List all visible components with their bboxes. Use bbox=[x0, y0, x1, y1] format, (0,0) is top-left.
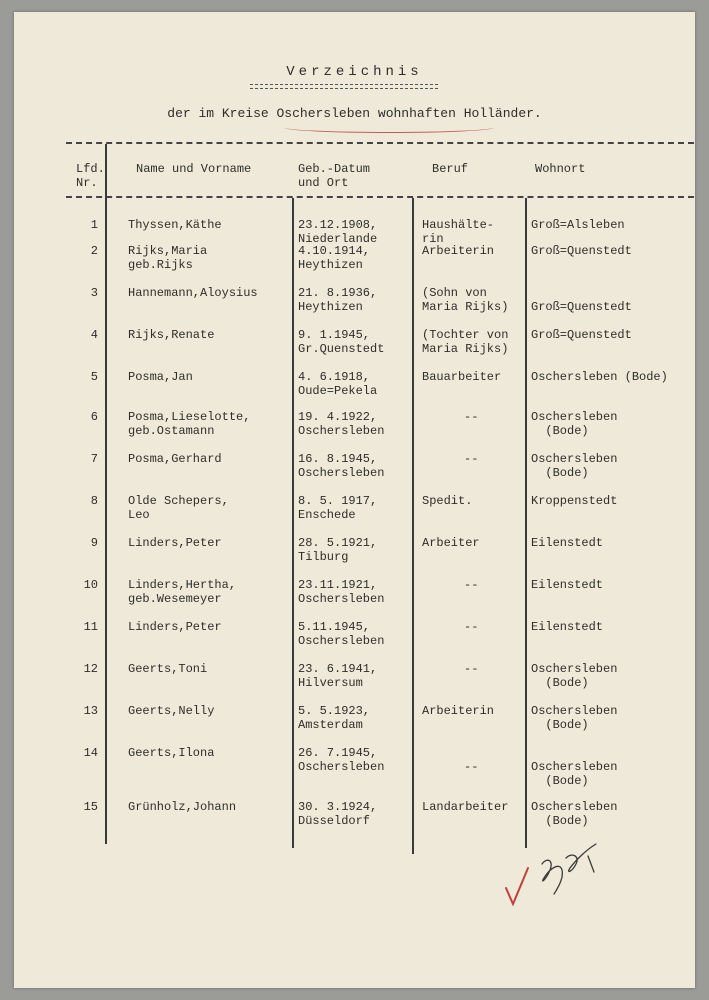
cell-beruf: -- bbox=[464, 452, 479, 466]
cell-wohnort: Eilenstedt bbox=[531, 578, 604, 592]
cell-wohnort: Oschersleben (Bode) bbox=[531, 800, 618, 828]
cell-wohnort: Oschersleben (Bode) bbox=[531, 370, 668, 384]
cell-beruf: Arbeiterin bbox=[422, 244, 495, 258]
cell-name: Rijks,Renate bbox=[128, 328, 215, 342]
cell-name: Geerts,Nelly bbox=[128, 704, 215, 718]
handwritten-marks bbox=[14, 12, 695, 988]
cell-geb: 23.11.1921, Oschersleben bbox=[298, 578, 385, 606]
cell-nr: 3 bbox=[90, 286, 98, 300]
cell-geb: 23. 6.1941, Hilversum bbox=[298, 662, 378, 690]
cell-nr: 5 bbox=[90, 370, 98, 384]
cell-name: Rijks,Maria geb.Rijks bbox=[128, 244, 208, 272]
cell-nr: 1 bbox=[90, 218, 98, 232]
cell-beruf: (Tochter von Maria Rijks) bbox=[422, 328, 509, 356]
cell-name: Linders,Peter bbox=[128, 620, 222, 634]
cell-name: Linders,Peter bbox=[128, 536, 222, 550]
cell-name: Linders,Hertha, geb.Wesemeyer bbox=[128, 578, 237, 606]
cell-name: Olde Schepers, Leo bbox=[128, 494, 229, 522]
cell-nr: 10 bbox=[83, 578, 98, 592]
signature-initials bbox=[542, 844, 596, 894]
cell-geb: 8. 5. 1917, Enschede bbox=[298, 494, 378, 522]
cell-beruf: Landarbeiter bbox=[422, 800, 509, 814]
cell-geb: 28. 5.1921, Tilburg bbox=[298, 536, 378, 564]
cell-geb: 5.11.1945, Oschersleben bbox=[298, 620, 385, 648]
cell-beruf: (Sohn von Maria Rijks) bbox=[422, 286, 509, 314]
cell-geb: 9. 1.1945, Gr.Quenstedt bbox=[298, 328, 385, 356]
cell-geb: 4.10.1914, Heythizen bbox=[298, 244, 371, 272]
cell-beruf: Haushälte- rin bbox=[422, 218, 495, 246]
document-page bbox=[14, 12, 695, 988]
cell-wohnort: Oschersleben (Bode) bbox=[531, 410, 618, 438]
header-geb: Geb.-Datum und Ort bbox=[298, 162, 371, 190]
cell-name: Hannemann,Aloysius bbox=[128, 286, 258, 300]
cell-beruf: -- bbox=[464, 410, 479, 424]
cell-wohnort: Groß=Quenstedt bbox=[531, 300, 632, 314]
cell-beruf: -- bbox=[464, 578, 479, 592]
cell-beruf: Spedit. bbox=[422, 494, 473, 508]
cell-geb: 16. 8.1945, Oschersleben bbox=[298, 452, 385, 480]
cell-wohnort: Oschersleben (Bode) bbox=[531, 452, 618, 480]
cell-nr: 9 bbox=[90, 536, 98, 550]
cell-nr: 6 bbox=[90, 410, 98, 424]
cell-geb: 4. 6.1918, Oude=Pekela bbox=[298, 370, 378, 398]
header-wohnort: Wohnort bbox=[535, 162, 586, 176]
cell-name: Geerts,Ilona bbox=[128, 746, 215, 760]
cell-name: Thyssen,Käthe bbox=[128, 218, 222, 232]
cell-geb: 5. 5.1923, Amsterdam bbox=[298, 704, 371, 732]
cell-name: Posma,Jan bbox=[128, 370, 193, 384]
cell-nr: 13 bbox=[83, 704, 98, 718]
cell-nr: 2 bbox=[90, 244, 98, 258]
cell-wohnort: Eilenstedt bbox=[531, 620, 604, 634]
cell-name: Grünholz,Johann bbox=[128, 800, 237, 814]
header-name: Name und Vorname bbox=[136, 162, 252, 176]
cell-geb: 26. 7.1945, Oschersleben bbox=[298, 746, 385, 774]
cell-beruf: -- bbox=[464, 662, 479, 676]
cell-beruf: -- bbox=[464, 620, 479, 634]
cell-beruf: Arbeiterin bbox=[422, 704, 495, 718]
cell-beruf: Bauarbeiter bbox=[422, 370, 502, 384]
header-beruf: Beruf bbox=[432, 162, 469, 176]
cell-name: Geerts,Toni bbox=[128, 662, 208, 676]
cell-wohnort: Groß=Quenstedt bbox=[531, 328, 632, 342]
document-title: Verzeichnis bbox=[286, 64, 423, 80]
cell-wohnort: Oschersleben (Bode) bbox=[531, 662, 618, 690]
cell-beruf: -- bbox=[464, 760, 479, 774]
cell-nr: 11 bbox=[83, 620, 98, 634]
cell-wohnort: Oschersleben (Bode) bbox=[531, 760, 618, 788]
cell-nr: 4 bbox=[90, 328, 98, 342]
cell-geb: 30. 3.1924, Düsseldorf bbox=[298, 800, 378, 828]
cell-nr: 7 bbox=[90, 452, 98, 466]
cell-name: Posma,Lieselotte, geb.Ostamann bbox=[128, 410, 251, 438]
cell-name: Posma,Gerhard bbox=[128, 452, 222, 466]
cell-nr: 15 bbox=[83, 800, 98, 814]
cell-geb: 21. 8.1936, Heythizen bbox=[298, 286, 378, 314]
cell-wohnort: Eilenstedt bbox=[531, 536, 604, 550]
cell-nr: 14 bbox=[83, 746, 98, 760]
document-subtitle: der im Kreise Oschersleben wohnhaften Holländer. bbox=[167, 106, 542, 121]
cell-nr: 12 bbox=[83, 662, 98, 676]
cell-wohnort: Kroppenstedt bbox=[531, 494, 618, 508]
header-nr: Lfd. Nr. bbox=[76, 162, 105, 190]
cell-geb: 23.12.1908, Niederlande bbox=[298, 218, 378, 246]
cell-wohnort: Groß=Alsleben bbox=[531, 218, 625, 232]
cell-wohnort: Groß=Quenstedt bbox=[531, 244, 632, 258]
cell-nr: 8 bbox=[90, 494, 98, 508]
cell-beruf: Arbeiter bbox=[422, 536, 480, 550]
red-checkmark-icon bbox=[506, 868, 528, 904]
cell-wohnort: Oschersleben (Bode) bbox=[531, 704, 618, 732]
cell-geb: 19. 4.1922, Oschersleben bbox=[298, 410, 385, 438]
